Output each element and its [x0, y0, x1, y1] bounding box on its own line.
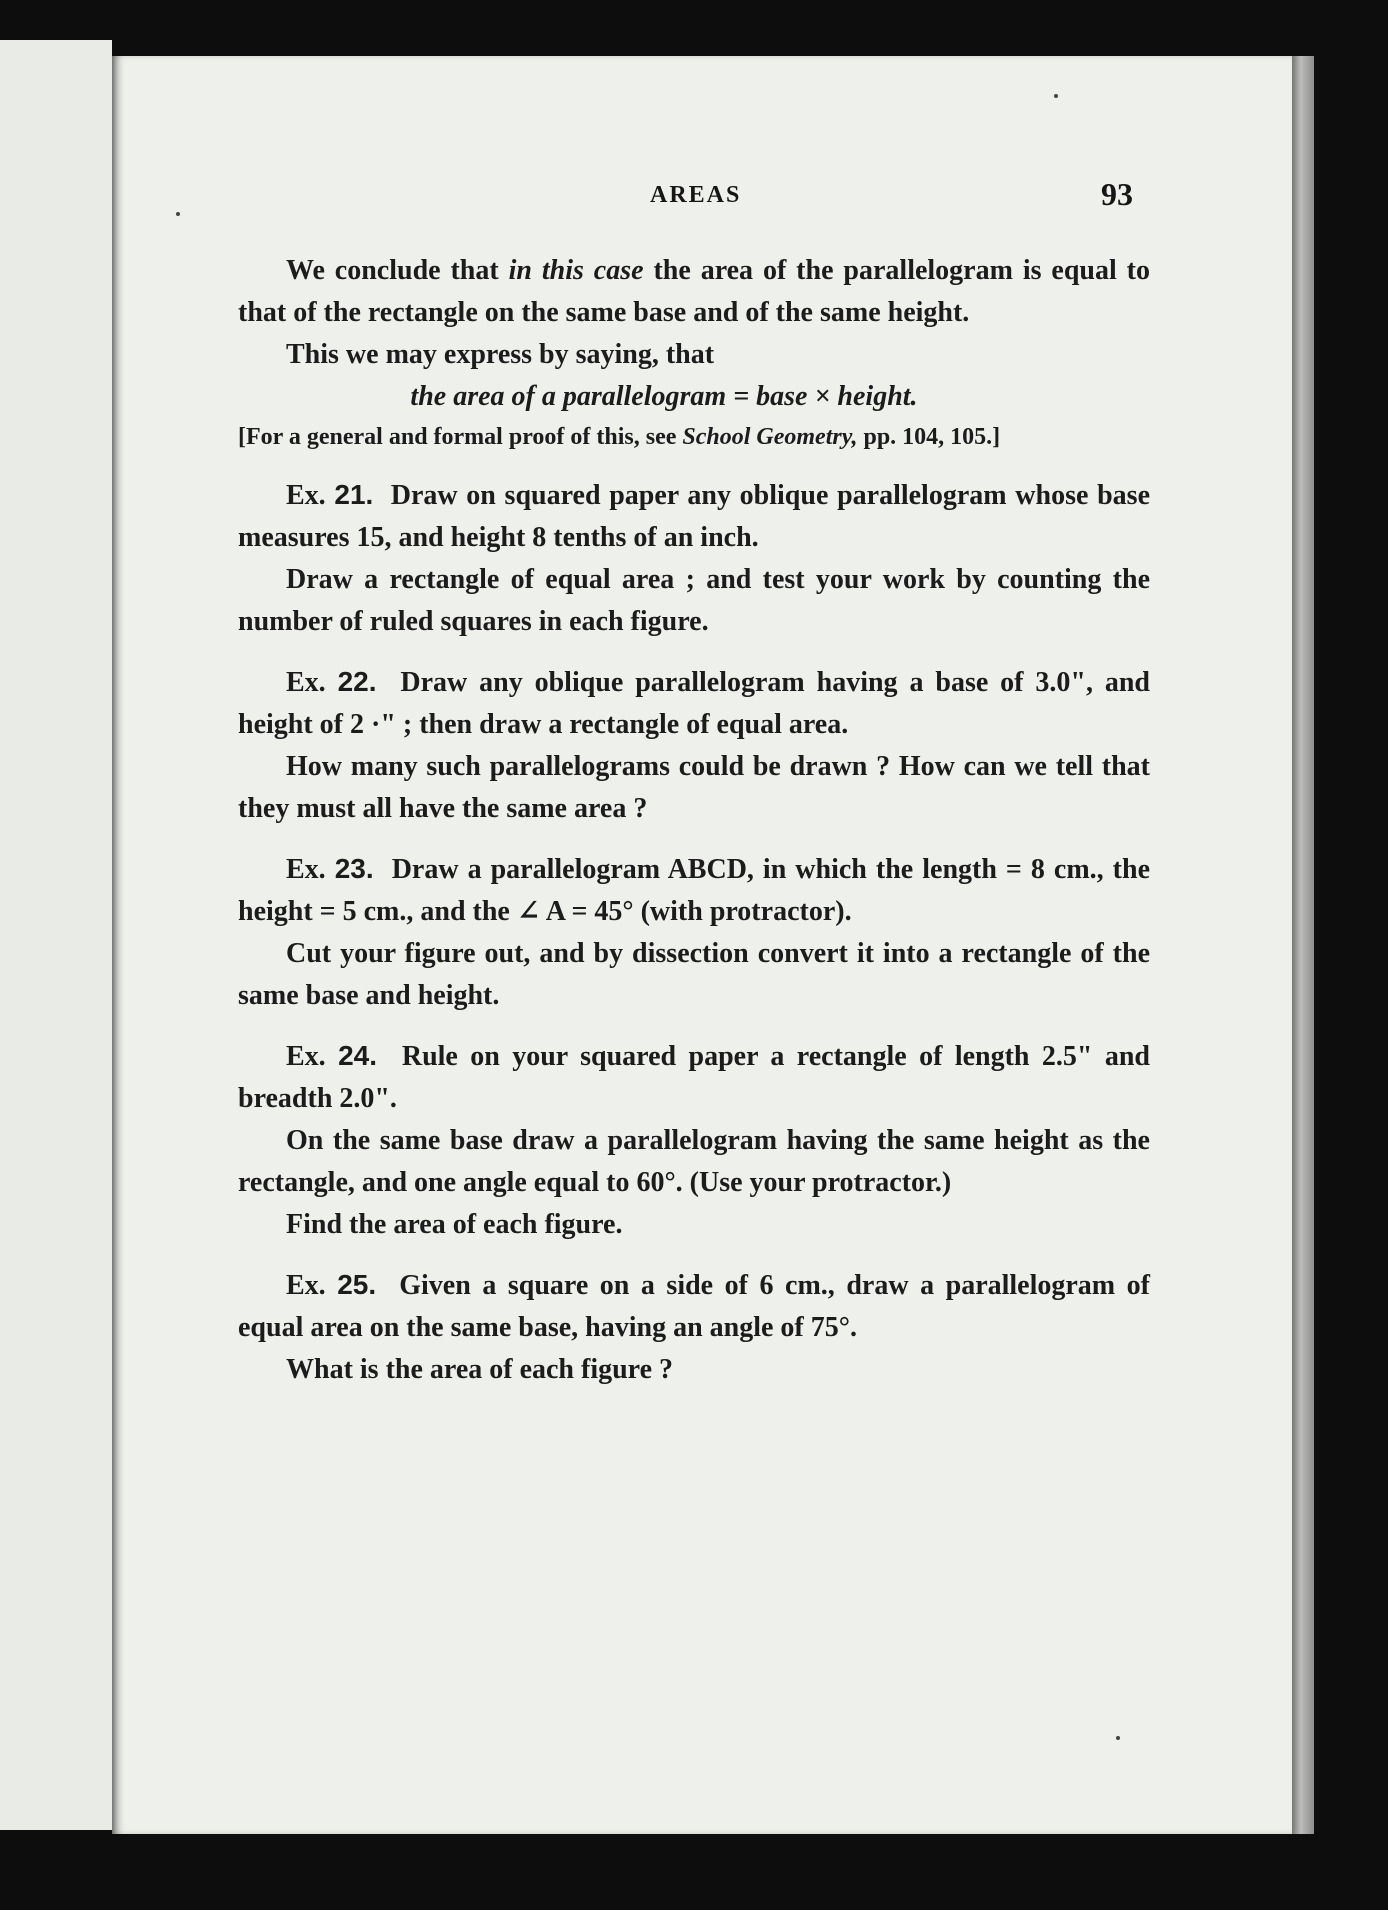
exercise-paragraph: Cut your figure out, and by dissection convert it into a rectangle of the same base and height. — [238, 938, 1150, 1011]
exercise-paragraph: On the same base draw a parallelogram having the same height as the rectangle, and one angle equal to 60°. (Use your protractor.) — [238, 1125, 1150, 1198]
exercise-label: Ex. — [286, 1041, 339, 1072]
exercise-paragraph — [238, 1035, 1150, 1120]
exercise-number: 22. — [337, 666, 377, 697]
exercise-label: Ex. — [286, 480, 335, 511]
note-citation: School Geometry, — [682, 424, 858, 450]
exercise-label: Ex. — [286, 667, 338, 698]
exercise-number: 23. — [334, 853, 374, 884]
exercise-25 — [238, 1264, 1150, 1391]
page-number: 93 — [1101, 176, 1133, 212]
exercise-paragraph — [238, 661, 1150, 746]
area-formula: the area of a parallelogram = base × height. — [410, 381, 918, 412]
exercise-22 — [238, 661, 1150, 830]
page-body — [238, 250, 1150, 1391]
exercise-text: Given a square on a side of 6 cm., draw a parallelogram of equal area on the same base, having an angle of 75°. — [238, 1270, 1150, 1343]
exercise-text: Rule on your squared paper a rectangle of length 2.5" and breadth 2.0". — [238, 1041, 1150, 1114]
exercise-paragraph — [238, 1264, 1150, 1349]
intro-text-a: We conclude that — [286, 255, 509, 286]
intro-paragraph — [238, 250, 1150, 334]
intro-paragraph-2: This we may express by saying, that — [286, 339, 715, 370]
exercise-number: 25. — [337, 1269, 377, 1300]
exercise-number: 24. — [338, 1040, 378, 1071]
exercise-23 — [238, 848, 1150, 1017]
scan-speck — [176, 212, 180, 216]
page-edge-shadow — [1292, 56, 1314, 1834]
exercise-paragraph: What is the area of each figure ? — [286, 1354, 674, 1385]
exercise-text: Draw a parallelogram ABCD, in which the length = 8 cm., the height = 5 cm., and the ∠ A = 45° (with protractor). — [238, 854, 1151, 927]
intro-text-b: the area of the parallelogram is equal to that of the rectangle on the same base and of the same height. — [238, 255, 1150, 328]
exercise-label: Ex. — [286, 1270, 338, 1301]
scan-speck — [1116, 1736, 1120, 1740]
exercise-paragraph — [238, 848, 1150, 933]
running-title: AREAS — [650, 182, 742, 208]
exercise-text: Draw on squared paper any oblique parallelogram whose base measures 15, and height 8 tenths of an inch. — [238, 480, 1150, 553]
note-text-a: [For a general and formal proof of this, see — [238, 424, 683, 450]
exercise-label: Ex. — [286, 854, 335, 885]
exercise-paragraph: How many such parallelograms could be drawn ? How can we tell that they must all have the same area ? — [238, 751, 1150, 824]
scan-speck — [1054, 94, 1058, 98]
exercise-paragraph: Draw a rectangle of equal area ; and test your work by counting the number of ruled squares in each figure. — [238, 564, 1150, 637]
exercise-21 — [238, 474, 1150, 643]
exercise-number: 21. — [334, 479, 374, 510]
note-text-b: pp. 104, 105.] — [857, 424, 1001, 450]
exercise-text: Draw any oblique parallelogram having a base of 3.0", and height of 2 ·" ; then draw a rectangle of equal area. — [238, 667, 1150, 740]
facing-page-edge — [0, 40, 112, 1830]
exercise-paragraph: Find the area of each figure. — [286, 1209, 623, 1240]
reference-note — [238, 418, 1150, 456]
exercise-paragraph — [238, 474, 1150, 559]
exercise-24 — [238, 1035, 1150, 1246]
intro-emphasis: in this case — [508, 255, 644, 286]
